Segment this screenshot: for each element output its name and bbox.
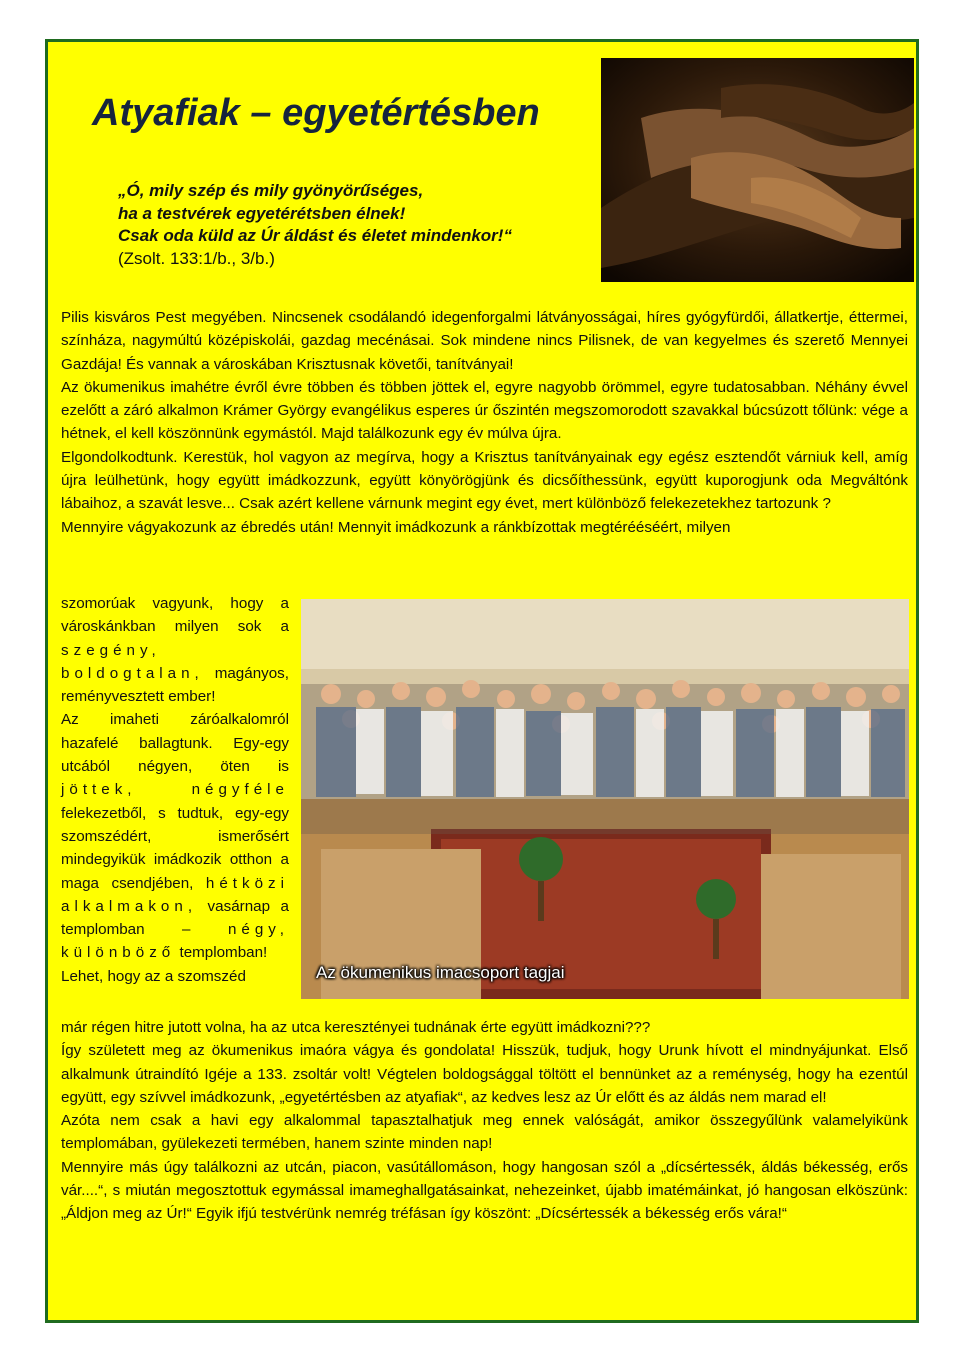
spaced-text-run: jöttek, négyféle	[61, 781, 289, 799]
hands-photo	[601, 58, 914, 282]
photo-caption: Az ökumenikus imacsoport tagjai	[316, 963, 565, 982]
spaced-text-run: hétközi alkalmakon,	[61, 874, 289, 915]
group-photo-illustration	[301, 599, 909, 999]
verse-line-1: „Ó, mily szép és mily gyönyörűséges,	[118, 181, 424, 200]
hands-illustration	[601, 58, 914, 282]
paragraph: Az ökumenikus imahétre évről évre többen és többen jöttek el, egyre nagyobb örömmel, egyre tudatosabban. Néhány évvel ezelőtt a záró alkalmon Krámer György evangélikus esperes úr őszintén megszomorodott szavakkal búcsúzott tőlünk: vége a hétnek, el kell köszönnünk egymástól. Majd találkozunk egy év múlva újra.	[61, 378, 908, 443]
closing-text	[61, 1016, 908, 1226]
verse-reference: (Zsolt. 133:1/b., 3/b.)	[118, 249, 275, 269]
group-photo	[301, 599, 909, 999]
spaced-text-run: szegény, boldogtalan,	[61, 641, 204, 682]
text-run: szomorúak vagyunk, hogy a városkánkban milyen sok a	[61, 595, 289, 636]
paragraph: Elgondolkodtunk. Kerestük, hol vagyon az megírva, hogy a Krisztus tanítványainak egy egész esztendőt várniuk kell, amíg újra leülhetünk, hogy együtt imádkozzunk, együtt könyörögjünk és dicsőíthessünk, együtt kuporogjunk oda Megváltónk lábaihoz, a szavát lesve... Csak azért kellene várnunk megint egy évet, mert különböző felekezetekhez tartozunk ?	[61, 448, 908, 513]
text-run: vasárnap a templomban –	[61, 897, 289, 939]
text-run: templomban!	[175, 944, 268, 962]
text-run: felekezetből, s tudtuk, egy-egy szomszédért, ismerősért mindegyikük imádkozik otthon a maga csendjében,	[61, 804, 289, 892]
paragraph: Így született meg az ökumenikus imaóra vágya és gondolata! Hisszük, tudjuk, hogy Urunk hívott el mindnyájunkat. Első alkalmunk útraindító Igéje a 133. zsoltár volt! Végtelen boldogsággal töltött el bennünket az a reménység, hogy ha ezentúl együtt, egy szívvel imádkozunk, „egyetértésben az atyafiak“, az kedves lesz az Úr előtt és az áldás nem marad el!	[61, 1042, 908, 1106]
spaced-text-run: négy, különböző	[61, 921, 289, 962]
bible-verse	[118, 180, 512, 271]
paragraph: már régen hitre jutott volna, ha az utca keresztényei tudnának érte együtt imádkozni???	[61, 1019, 651, 1036]
verse-line-3: Csak oda küld az Úr áldást és életet mindenkor!“	[118, 226, 512, 246]
paragraph: Mennyire vágyakozunk az ébredés után! Mennyit imádkozunk a ránkbízottak megtérééséért, milyen	[61, 518, 731, 536]
verse-line-2: ha a testvérek egyetérétsben élnek!	[118, 203, 406, 223]
intro-text	[61, 306, 908, 539]
text-run: magányos, reményvesztett ember!	[61, 664, 289, 706]
page-title: Atyafiak – egyetértésben	[92, 92, 540, 134]
paragraph: Mennyire más úgy találkozni az utcán, piacon, vasútállomáson, hogy hangosan szól a „dícsértessék, áldás békesség, erős vár....“, s miután megosztottuk egymással imameghallgatásainkat, nehezeinket, újabb imatémáinkat, jó hangosan elköszünk: „Áldjon meg az Úr!“ Egyik ifjú testvérünk nemrég tréfásan így köszönt: „Dícsértessék a békesség erős vára!“	[61, 1158, 908, 1223]
text-run: Lehet, hogy az a szomszéd	[61, 967, 246, 985]
wrapped-text	[61, 592, 289, 988]
text-run: Az imaheti záróalkalomról hazafelé ballagtunk. Egy-egy utcából négyen, öten is	[61, 711, 289, 776]
paragraph: Azóta nem csak a havi egy alkalommal tapasztalhatjuk meg ennek valóságát, amikor összegyűlünk valamelyikünk templomában, gyülekezeti termében, hanem szinte minden nap!	[61, 1112, 908, 1153]
paragraph: Pilis kisváros Pest megyében. Nincsenek csodálandó idegenforgalmi látványosságai, híres gyógyfürdői, állatkertje, éttermei, színháza, nagymúltú középiskolái, gazdag mecénásai. Sok mindene nincs Pilisnek, de van kegyelmes és szerető Mennyei Gazdája! És vannak a városkában Krisztusnak követői, tanítványai!	[61, 309, 908, 373]
